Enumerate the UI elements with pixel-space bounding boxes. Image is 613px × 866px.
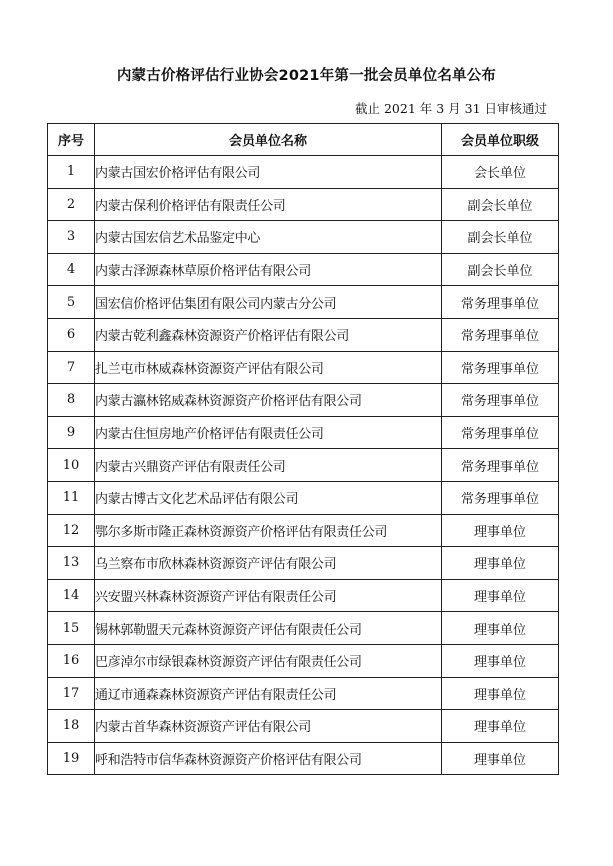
member-rank: 理事单位 (442, 547, 559, 580)
member-name: 内蒙古住恒房地产价格评估有限责任公司 (95, 416, 442, 449)
table-row (48, 156, 559, 189)
row-number: 3 (48, 221, 95, 254)
table-row (48, 644, 559, 677)
row-number: 8 (48, 384, 95, 417)
document-title: 内蒙古价格评估行业协会2021年第一批会员单位名单公布 (116, 68, 497, 84)
header-serial-number: 序号 (48, 124, 95, 156)
table-row (48, 188, 559, 221)
member-name: 内蒙古乾利鑫森林资源资产价格评估有限公司 (95, 318, 442, 351)
table-row (48, 742, 559, 775)
member-name: 内蒙古保利价格评估有限责任公司 (95, 188, 442, 221)
table-row (48, 710, 559, 743)
member-name: 呼和浩特市信华森林资源资产价格评估有限公司 (95, 742, 442, 775)
member-rank: 常务理事单位 (442, 416, 559, 449)
member-name: 扎兰屯市林威森林资源资产评估有限公司 (95, 351, 442, 384)
table-row (48, 612, 559, 645)
approval-date-note: 截止 2021 年 3 月 31 日审核通过 (354, 101, 547, 116)
header-member-rank: 会员单位职级 (442, 124, 559, 156)
table-header-row (48, 124, 559, 156)
table-row (48, 579, 559, 612)
row-number: 11 (48, 481, 95, 514)
row-number: 7 (48, 351, 95, 384)
member-name: 内蒙古泽源森林草原价格评估有限公司 (95, 253, 442, 286)
table-row (48, 547, 559, 580)
row-number: 10 (48, 449, 95, 482)
row-number: 5 (48, 286, 95, 319)
member-name: 巴彦淖尔市绿银森林资源资产评估有限责任公司 (95, 644, 442, 677)
member-rank: 常务理事单位 (442, 318, 559, 351)
row-number: 6 (48, 318, 95, 351)
member-rank: 常务理事单位 (442, 351, 559, 384)
member-rank: 理事单位 (442, 644, 559, 677)
row-number: 1 (48, 156, 95, 189)
member-name: 通辽市通森森林资源资产评估有限责任公司 (95, 677, 442, 710)
member-name: 兴安盟兴林森林资源资产评估有限责任公司 (95, 579, 442, 612)
member-rank: 理事单位 (442, 514, 559, 547)
member-rank: 理事单位 (442, 742, 559, 775)
table-row (48, 253, 559, 286)
row-number: 15 (48, 612, 95, 645)
member-rank: 常务理事单位 (442, 286, 559, 319)
table-row (48, 416, 559, 449)
member-rank: 理事单位 (442, 710, 559, 743)
member-rank: 理事单位 (442, 612, 559, 645)
row-number: 16 (48, 644, 95, 677)
table-row (48, 286, 559, 319)
member-name: 内蒙古国宏价格评估有限公司 (95, 156, 442, 189)
member-table (47, 123, 559, 775)
table-row (48, 514, 559, 547)
member-rank: 理事单位 (442, 579, 559, 612)
member-name: 内蒙古博古文化艺术品评估有限公司 (95, 481, 442, 514)
member-rank: 常务理事单位 (442, 384, 559, 417)
member-rank: 副会长单位 (442, 221, 559, 254)
row-number: 18 (48, 710, 95, 743)
table-row (48, 221, 559, 254)
member-name: 锡林郭勒盟天元森林资源资产评估有限责任公司 (95, 612, 442, 645)
member-name: 内蒙古兴鼎资产评估有限责任公司 (95, 449, 442, 482)
member-name: 乌兰察布市欣林森林资源资产评估有限公司 (95, 547, 442, 580)
member-name: 国宏信价格评估集团有限公司内蒙古分公司 (95, 286, 442, 319)
table-row (48, 384, 559, 417)
row-number: 4 (48, 253, 95, 286)
row-number: 13 (48, 547, 95, 580)
table-row (48, 481, 559, 514)
row-number: 2 (48, 188, 95, 221)
member-name: 内蒙古国宏信艺术品鉴定中心 (95, 221, 442, 254)
row-number: 17 (48, 677, 95, 710)
member-rank: 常务理事单位 (442, 481, 559, 514)
member-name: 鄂尔多斯市隆正森林资源资产价格评估有限责任公司 (95, 514, 442, 547)
member-name: 内蒙古瀛林铭威森林资源资产价格评估有限公司 (95, 384, 442, 417)
table-row (48, 351, 559, 384)
table-row (48, 677, 559, 710)
member-name: 内蒙古首华森林资源资产评估有限公司 (95, 710, 442, 743)
header-member-name: 会员单位名称 (95, 124, 442, 156)
member-rank: 会长单位 (442, 156, 559, 189)
row-number: 19 (48, 742, 95, 775)
member-rank: 常务理事单位 (442, 449, 559, 482)
row-number: 12 (48, 514, 95, 547)
member-rank: 理事单位 (442, 677, 559, 710)
row-number: 9 (48, 416, 95, 449)
table-row (48, 449, 559, 482)
member-rank: 副会长单位 (442, 253, 559, 286)
table-row (48, 318, 559, 351)
row-number: 14 (48, 579, 95, 612)
member-rank: 副会长单位 (442, 188, 559, 221)
